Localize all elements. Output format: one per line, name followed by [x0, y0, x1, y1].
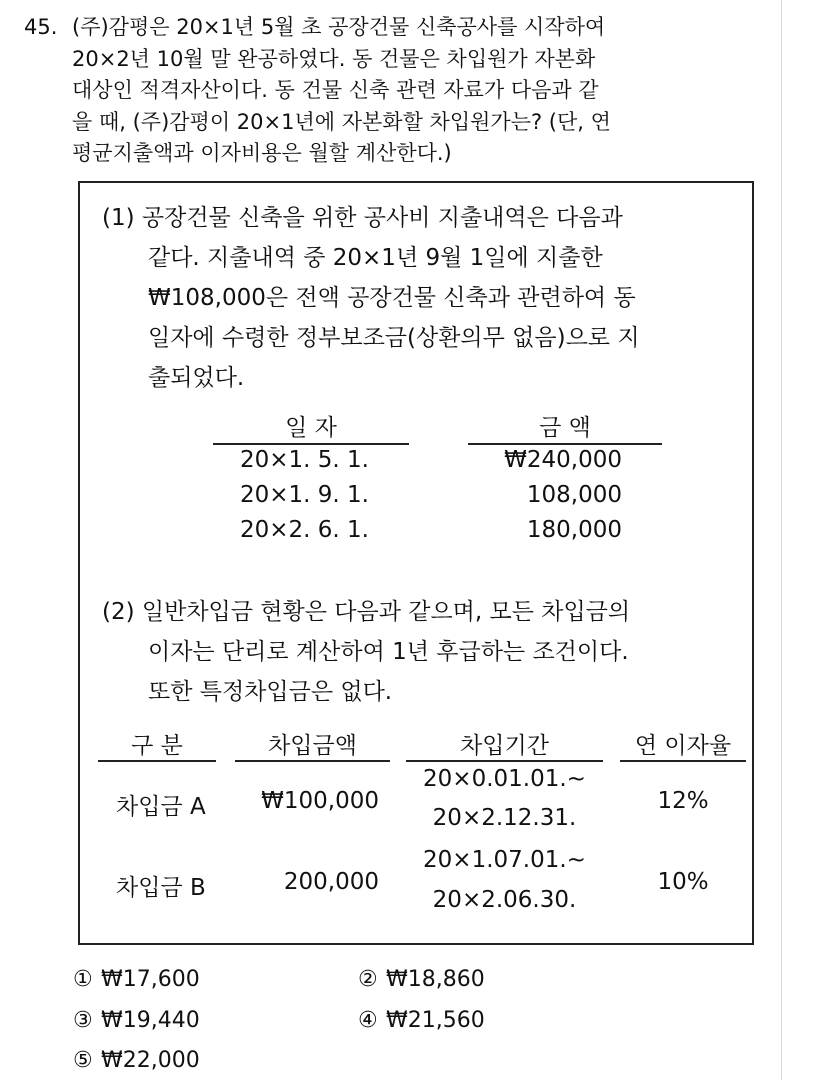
choice-marker: ② — [358, 967, 378, 992]
expenditure-header-rule — [213, 443, 409, 445]
choice-2[interactable] — [358, 967, 485, 992]
borrowing-header-category: 구 분 — [131, 733, 183, 759]
choice-marker: ③ — [73, 1008, 93, 1033]
borrowing-period-end: 20×2.12.31. — [432, 805, 577, 831]
borrowing-header-rule — [620, 760, 746, 762]
expenditure-header-date: 일 자 — [285, 415, 337, 441]
borrowing-name: 차입금 A — [116, 794, 206, 820]
section1-line: 같다. 지출내역 중 20×1년 9월 1일에 지출한 — [148, 245, 603, 271]
choice-marker: ④ — [358, 1008, 378, 1033]
question-line: 을 때, (주)감평이 20×1년에 자본화할 차입원가는? (단, 연 — [72, 109, 611, 134]
section2-line: 이자는 단리로 계산하여 1년 후급하는 조건이다. — [148, 639, 629, 665]
borrowing-rate: 10% — [657, 869, 709, 895]
choice-text: ₩22,000 — [101, 1048, 200, 1073]
borrowing-period-start: 20×0.01.01.~ — [423, 766, 586, 792]
expenditure-amount: 108,000 — [526, 482, 622, 508]
question-line: (주)감평은 20×1년 5월 초 공장건물 신축공사를 시작하여 — [72, 15, 606, 39]
expenditure-date: 20×2. 6. 1. — [240, 517, 369, 543]
question-line: 20×2년 10월 말 완공하였다. 동 건물은 차입원가 자본화 — [72, 46, 596, 71]
expenditure-date: 20×1. 9. 1. — [240, 482, 369, 508]
borrowing-header-amount: 차입금액 — [268, 733, 357, 759]
borrowing-rate: 12% — [657, 788, 709, 814]
expenditure-date: 20×1. 5. 1. — [240, 447, 369, 473]
data-box — [78, 181, 754, 945]
choice-4[interactable] — [358, 1008, 485, 1033]
choice-marker: ⑤ — [73, 1048, 93, 1073]
choice-text: ₩19,440 — [101, 1008, 200, 1033]
expenditure-header-rule — [468, 443, 662, 445]
question-line: 평균지출액과 이자비용은 월할 계산한다.) — [72, 141, 452, 165]
section1-line: ₩108,000은 전액 공장건물 신축과 관련하여 동 — [148, 285, 636, 311]
expenditure-amount: ₩240,000 — [504, 447, 622, 473]
choice-text: ₩17,600 — [101, 967, 200, 992]
section2-line: 또한 특정차입금은 없다. — [148, 679, 393, 705]
choice-5[interactable] — [73, 1048, 200, 1073]
section1-line: 일자에 수령한 정부보조금(상환의무 없음)으로 지 — [148, 325, 640, 351]
borrowing-period-start: 20×1.07.01.~ — [423, 847, 586, 873]
choice-marker: ① — [73, 967, 93, 992]
borrowing-amount: ₩100,000 — [261, 788, 379, 814]
borrowing-header-rule — [98, 760, 216, 762]
section2-line: (2) 일반차입금 현황은 다음과 같으며, 모든 차입금의 — [102, 599, 631, 625]
choice-1[interactable] — [73, 967, 200, 992]
choice-text: ₩21,560 — [386, 1008, 485, 1033]
section1-line: (1) 공장건물 신축을 위한 공사비 지출내역은 다음과 — [102, 205, 623, 231]
expenditure-amount: 180,000 — [526, 517, 622, 543]
choice-text: ₩18,860 — [386, 967, 485, 992]
page-edge-divider — [781, 0, 782, 1080]
choice-3[interactable] — [73, 1008, 200, 1033]
question-line: 대상인 적격자산이다. 동 건물 신축 관련 자료가 다음과 같 — [72, 78, 599, 102]
borrowing-name: 차입금 B — [116, 875, 206, 901]
borrowing-header-rate: 연 이자율 — [634, 733, 732, 759]
borrowing-amount: 200,000 — [283, 869, 379, 895]
borrowing-header-period: 차입기간 — [460, 733, 549, 759]
expenditure-header-amount: 금 액 — [539, 415, 591, 441]
borrowing-header-rule — [235, 760, 390, 762]
question-number: 45. — [24, 15, 58, 39]
borrowing-header-rule — [406, 760, 603, 762]
section1-line: 출되었다. — [148, 365, 245, 391]
borrowing-period-end: 20×2.06.30. — [432, 887, 577, 913]
